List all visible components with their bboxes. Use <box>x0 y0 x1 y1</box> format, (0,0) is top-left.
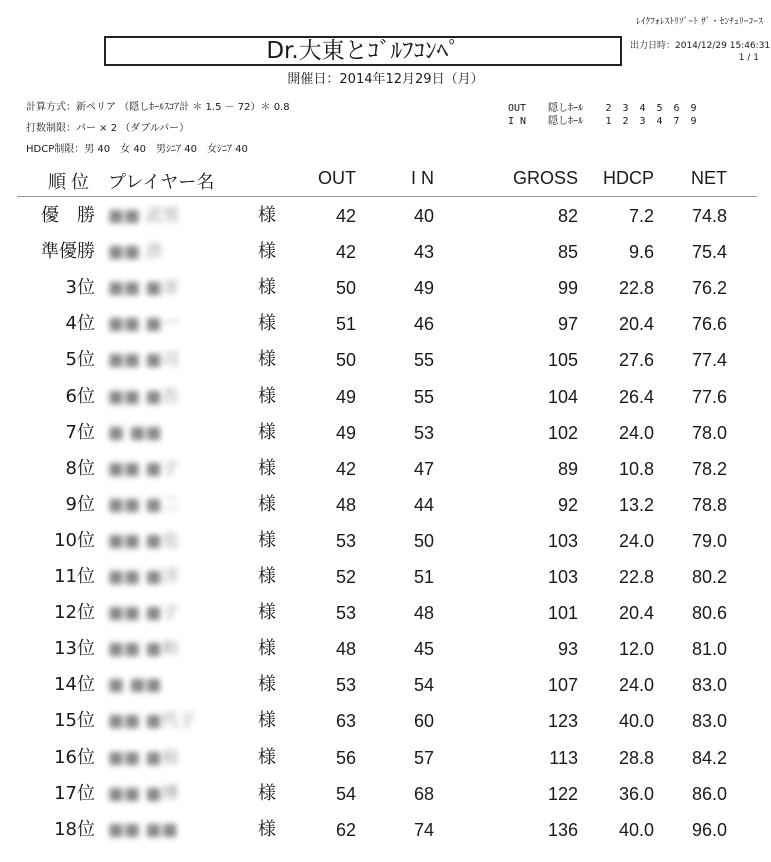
in-score: 50 <box>413 530 434 551</box>
honorific-label: 様 <box>258 566 276 587</box>
hidden-hole-label: 隠しﾎｰﾙ <box>548 103 583 114</box>
page-number: 1 / 1 <box>738 53 759 63</box>
hdcp-value: 40.0 <box>618 819 654 840</box>
rank-label: 5位 <box>65 349 95 371</box>
in-score: 48 <box>413 603 434 624</box>
hidden-holes-in <box>508 112 702 127</box>
header-out: OUT <box>318 168 356 188</box>
player-name-redacted: ■■ ■代子 <box>108 711 196 732</box>
player-name-redacted: ■■ 渉 <box>108 242 163 263</box>
hdcp-value: 27.6 <box>618 350 654 371</box>
rank-label: 8位 <box>65 457 95 479</box>
rank-label: 6位 <box>65 385 95 407</box>
header-player: プレイヤー名 <box>108 172 215 192</box>
player-name <box>108 270 179 306</box>
out-score: 50 <box>335 278 356 299</box>
hdcp-value: 20.4 <box>618 603 654 624</box>
net-score: 81.0 <box>691 639 727 660</box>
honorific-label: 様 <box>258 746 276 768</box>
table-row <box>0 270 771 306</box>
player-name <box>108 198 180 234</box>
out-score: 52 <box>335 567 356 587</box>
out-score: 42 <box>335 206 356 226</box>
page-title: Dr.大東とｺﾞﾙﾌｺﾝﾍﾟ <box>104 36 622 66</box>
honorific-label: 様 <box>258 782 276 804</box>
gross-score: 102 <box>547 422 578 443</box>
player-name-redacted: ■ ■■ <box>108 675 162 696</box>
net-score: 78.2 <box>691 458 727 479</box>
rank-label: 準優勝 <box>41 241 95 263</box>
hidden-in-label: I N <box>508 116 527 127</box>
hdcp-value: 22.8 <box>618 567 654 587</box>
player-name <box>108 451 179 487</box>
rank-label: 12位 <box>54 602 95 624</box>
table-row <box>0 703 771 739</box>
in-score: 60 <box>413 711 434 732</box>
table-row <box>0 379 771 415</box>
in-score: 43 <box>413 242 434 263</box>
rank-label: 9位 <box>65 493 95 515</box>
header-net: NET <box>691 168 727 188</box>
player-name <box>108 631 179 667</box>
hdcp-limit: HDCP制限：男 40 女 40 男ｼﾆｱ 40 女ｼﾆｱ 40 <box>26 144 248 155</box>
hdcp-value: 24.0 <box>618 675 654 696</box>
table-row <box>0 595 771 631</box>
in-score: 57 <box>413 747 434 768</box>
gross-score: 107 <box>547 675 578 696</box>
player-name-redacted: ■■ ■一 <box>108 314 179 335</box>
rank-label: 7位 <box>65 421 95 443</box>
table-row <box>0 812 771 848</box>
honorific-label: 様 <box>258 674 276 696</box>
hidden-out-hole: 3 <box>622 103 629 114</box>
in-score: 46 <box>413 314 434 335</box>
hidden-in-hole: 1 <box>605 116 612 127</box>
hdcp-value: 13.2 <box>618 494 654 515</box>
player-name <box>108 234 163 270</box>
honorific-label: 様 <box>258 638 276 660</box>
net-score: 80.2 <box>691 567 727 587</box>
table-row <box>0 198 771 234</box>
rank-label: 3位 <box>65 277 95 299</box>
player-name <box>108 342 179 378</box>
in-score: 55 <box>413 386 434 407</box>
net-score: 76.6 <box>691 314 727 335</box>
out-score: 42 <box>335 458 356 479</box>
net-score: 77.6 <box>691 386 727 407</box>
gross-score: 105 <box>547 350 578 371</box>
player-name <box>108 812 178 848</box>
in-score: 49 <box>413 278 434 299</box>
hidden-out-hole: 6 <box>673 103 680 114</box>
honorific-label: 様 <box>258 349 276 371</box>
hidden-out-hole: 5 <box>656 103 663 114</box>
gross-score: 113 <box>549 747 578 768</box>
out-score: 53 <box>335 530 356 551</box>
hidden-out-hole: 4 <box>639 103 646 114</box>
header-divider <box>17 196 757 197</box>
table-row <box>0 451 771 487</box>
out-score: 62 <box>335 819 356 840</box>
honorific-label: 様 <box>258 457 276 479</box>
hdcp-value: 22.8 <box>618 278 654 299</box>
gross-score: 122 <box>547 783 578 804</box>
hdcp-value: 9.6 <box>628 242 654 263</box>
honorific-label: 様 <box>258 205 276 226</box>
player-name-redacted: ■■ 武男 <box>108 206 180 226</box>
hdcp-value: 28.8 <box>618 747 654 768</box>
honorific-label: 様 <box>258 385 276 407</box>
player-name-redacted: ■■ ■子 <box>108 603 179 624</box>
output-datetime: 出力日時：2014/12/29 15:46:31 <box>630 41 771 51</box>
player-name <box>108 415 162 451</box>
net-score: 84.2 <box>691 747 727 768</box>
gross-score: 89 <box>557 458 578 479</box>
player-name-redacted: ■■ ■二 <box>108 494 179 515</box>
honorific-label: 様 <box>258 421 276 443</box>
hdcp-value: 36.0 <box>618 783 654 804</box>
gross-score: 101 <box>547 603 578 624</box>
net-score: 83.0 <box>691 675 727 696</box>
in-score: 68 <box>413 783 434 804</box>
hdcp-value: 24.0 <box>618 530 654 551</box>
out-score: 48 <box>335 494 356 515</box>
honorific-label: 様 <box>258 602 276 624</box>
rank-label: 4位 <box>65 313 95 335</box>
out-score: 53 <box>335 603 356 624</box>
net-score: 75.4 <box>691 242 727 263</box>
player-name-redacted: ■■ ■也 <box>108 530 179 551</box>
table-row <box>0 559 771 595</box>
event-date: 開催日：2014年12月29日（月） <box>287 72 484 87</box>
hdcp-value: 24.0 <box>618 422 654 443</box>
header-rank: 順 位 <box>48 172 90 192</box>
rank-label: 17位 <box>54 782 95 804</box>
gross-score: 104 <box>547 386 578 407</box>
honorific-label: 様 <box>258 818 276 840</box>
gross-score: 103 <box>547 567 578 587</box>
player-name-redacted: ■■ ■裕 <box>108 747 179 768</box>
out-score: 63 <box>335 711 356 732</box>
player-name <box>108 379 179 415</box>
hidden-in-hole: 7 <box>673 116 680 127</box>
hidden-out-label: OUT <box>508 103 527 114</box>
hidden-in-hole: 2 <box>622 116 629 127</box>
net-score: 78.0 <box>691 422 727 443</box>
gross-score: 93 <box>557 639 578 660</box>
gross-score: 92 <box>557 494 578 515</box>
hidden-out-hole: 2 <box>605 103 612 114</box>
out-score: 48 <box>335 639 356 660</box>
table-row <box>0 667 771 703</box>
out-score: 49 <box>335 422 356 443</box>
player-name-redacted: ■■ ■子 <box>108 458 179 479</box>
honorific-label: 様 <box>258 710 276 732</box>
in-score: 53 <box>413 422 434 443</box>
player-name <box>108 487 179 523</box>
net-score: 74.8 <box>691 206 727 226</box>
net-score: 76.2 <box>691 278 727 299</box>
net-score: 86.0 <box>691 783 727 804</box>
net-score: 83.0 <box>691 711 727 732</box>
rank-label: 14位 <box>54 674 95 696</box>
honorific-label: 様 <box>258 529 276 551</box>
table-row <box>0 487 771 523</box>
rank-label: 13位 <box>54 638 95 660</box>
out-score: 50 <box>335 350 356 371</box>
in-score: 45 <box>413 639 434 660</box>
player-name-redacted: ■ ■■ <box>108 422 162 443</box>
player-name-redacted: ■■ ■彦 <box>108 278 179 299</box>
rank-label: 優 勝 <box>41 205 95 226</box>
hidden-in-hole: 3 <box>639 116 646 127</box>
out-score: 54 <box>335 783 356 804</box>
hidden-in-hole: 9 <box>690 116 697 127</box>
rank-label: 11位 <box>54 566 95 587</box>
player-name <box>108 306 179 342</box>
honorific-label: 様 <box>258 277 276 299</box>
player-name <box>108 740 179 776</box>
gross-score: 82 <box>557 206 578 226</box>
table-row <box>0 523 771 559</box>
out-score: 56 <box>335 747 356 768</box>
player-name <box>108 523 179 559</box>
table-row <box>0 234 771 270</box>
rank-label: 10位 <box>54 529 95 551</box>
gross-score: 85 <box>557 242 578 263</box>
net-score: 96.0 <box>691 819 727 840</box>
hidden-hole-label: 隠しﾎｰﾙ <box>548 116 583 127</box>
player-name-redacted: ■■ ■司 <box>108 350 179 371</box>
table-row <box>0 415 771 451</box>
in-score: 47 <box>413 458 434 479</box>
player-name <box>108 559 179 595</box>
course-name: ﾚｲｸﾌｫﾚｽﾄﾘｿﾞｰﾄ ｻﾞ・ｾﾝﾁｭﾘｰｺｰｽ <box>635 17 763 27</box>
in-score: 40 <box>413 206 434 226</box>
table-row <box>0 631 771 667</box>
player-name <box>108 776 179 812</box>
in-score: 74 <box>413 819 434 840</box>
player-name <box>108 667 162 703</box>
net-score: 77.4 <box>691 350 727 371</box>
honorific-label: 様 <box>258 313 276 335</box>
player-name-redacted: ■■ ■洋 <box>108 567 179 587</box>
table-row <box>0 740 771 776</box>
rank-label: 18位 <box>54 818 95 840</box>
in-score: 44 <box>413 494 434 515</box>
hdcp-value: 40.0 <box>618 711 654 732</box>
stroke-limit: 打数制限：パー × 2 （ダブルパー） <box>26 123 190 134</box>
out-score: 51 <box>335 314 356 335</box>
table-row <box>0 342 771 378</box>
out-score: 49 <box>335 386 356 407</box>
hdcp-value: 10.8 <box>618 458 654 479</box>
table-row <box>0 306 771 342</box>
hdcp-value: 7.2 <box>628 206 654 226</box>
hidden-out-hole: 9 <box>690 103 697 114</box>
header-in: I N <box>410 168 434 188</box>
gross-score: 99 <box>557 278 578 299</box>
hidden-in-hole: 4 <box>656 116 663 127</box>
header-hdcp: HDCP <box>602 168 654 188</box>
header-gross: GROSS <box>512 168 578 188</box>
player-name-redacted: ■■ ■博 <box>108 783 179 804</box>
in-score: 54 <box>413 675 434 696</box>
in-score: 51 <box>413 567 434 587</box>
net-score: 78.8 <box>691 494 727 515</box>
in-score: 55 <box>413 350 434 371</box>
rank-label: 15位 <box>54 710 95 732</box>
calc-method: 計算方式：新ペリア （隠しﾎｰﾙｽｺｱ計 ＊ 1.5 － 72）＊ 0.8 <box>26 102 290 113</box>
gross-score: 103 <box>547 530 578 551</box>
honorific-label: 様 <box>258 493 276 515</box>
player-name-redacted: ■■ ■吾 <box>108 386 179 407</box>
hdcp-value: 12.0 <box>618 639 654 660</box>
hdcp-value: 20.4 <box>618 314 654 335</box>
player-name <box>108 703 196 739</box>
net-score: 79.0 <box>691 530 727 551</box>
net-score: 80.6 <box>691 603 727 624</box>
gross-score: 136 <box>547 819 578 840</box>
player-name-redacted: ■■ ■■ <box>108 819 178 840</box>
out-score: 42 <box>335 242 356 263</box>
player-name-redacted: ■■ ■和 <box>108 639 179 660</box>
honorific-label: 様 <box>258 241 276 263</box>
gross-score: 123 <box>547 711 578 732</box>
rank-label: 16位 <box>54 746 95 768</box>
player-name <box>108 595 179 631</box>
table-row <box>0 776 771 812</box>
gross-score: 97 <box>557 314 578 335</box>
out-score: 53 <box>335 675 356 696</box>
hdcp-value: 26.4 <box>618 386 654 407</box>
